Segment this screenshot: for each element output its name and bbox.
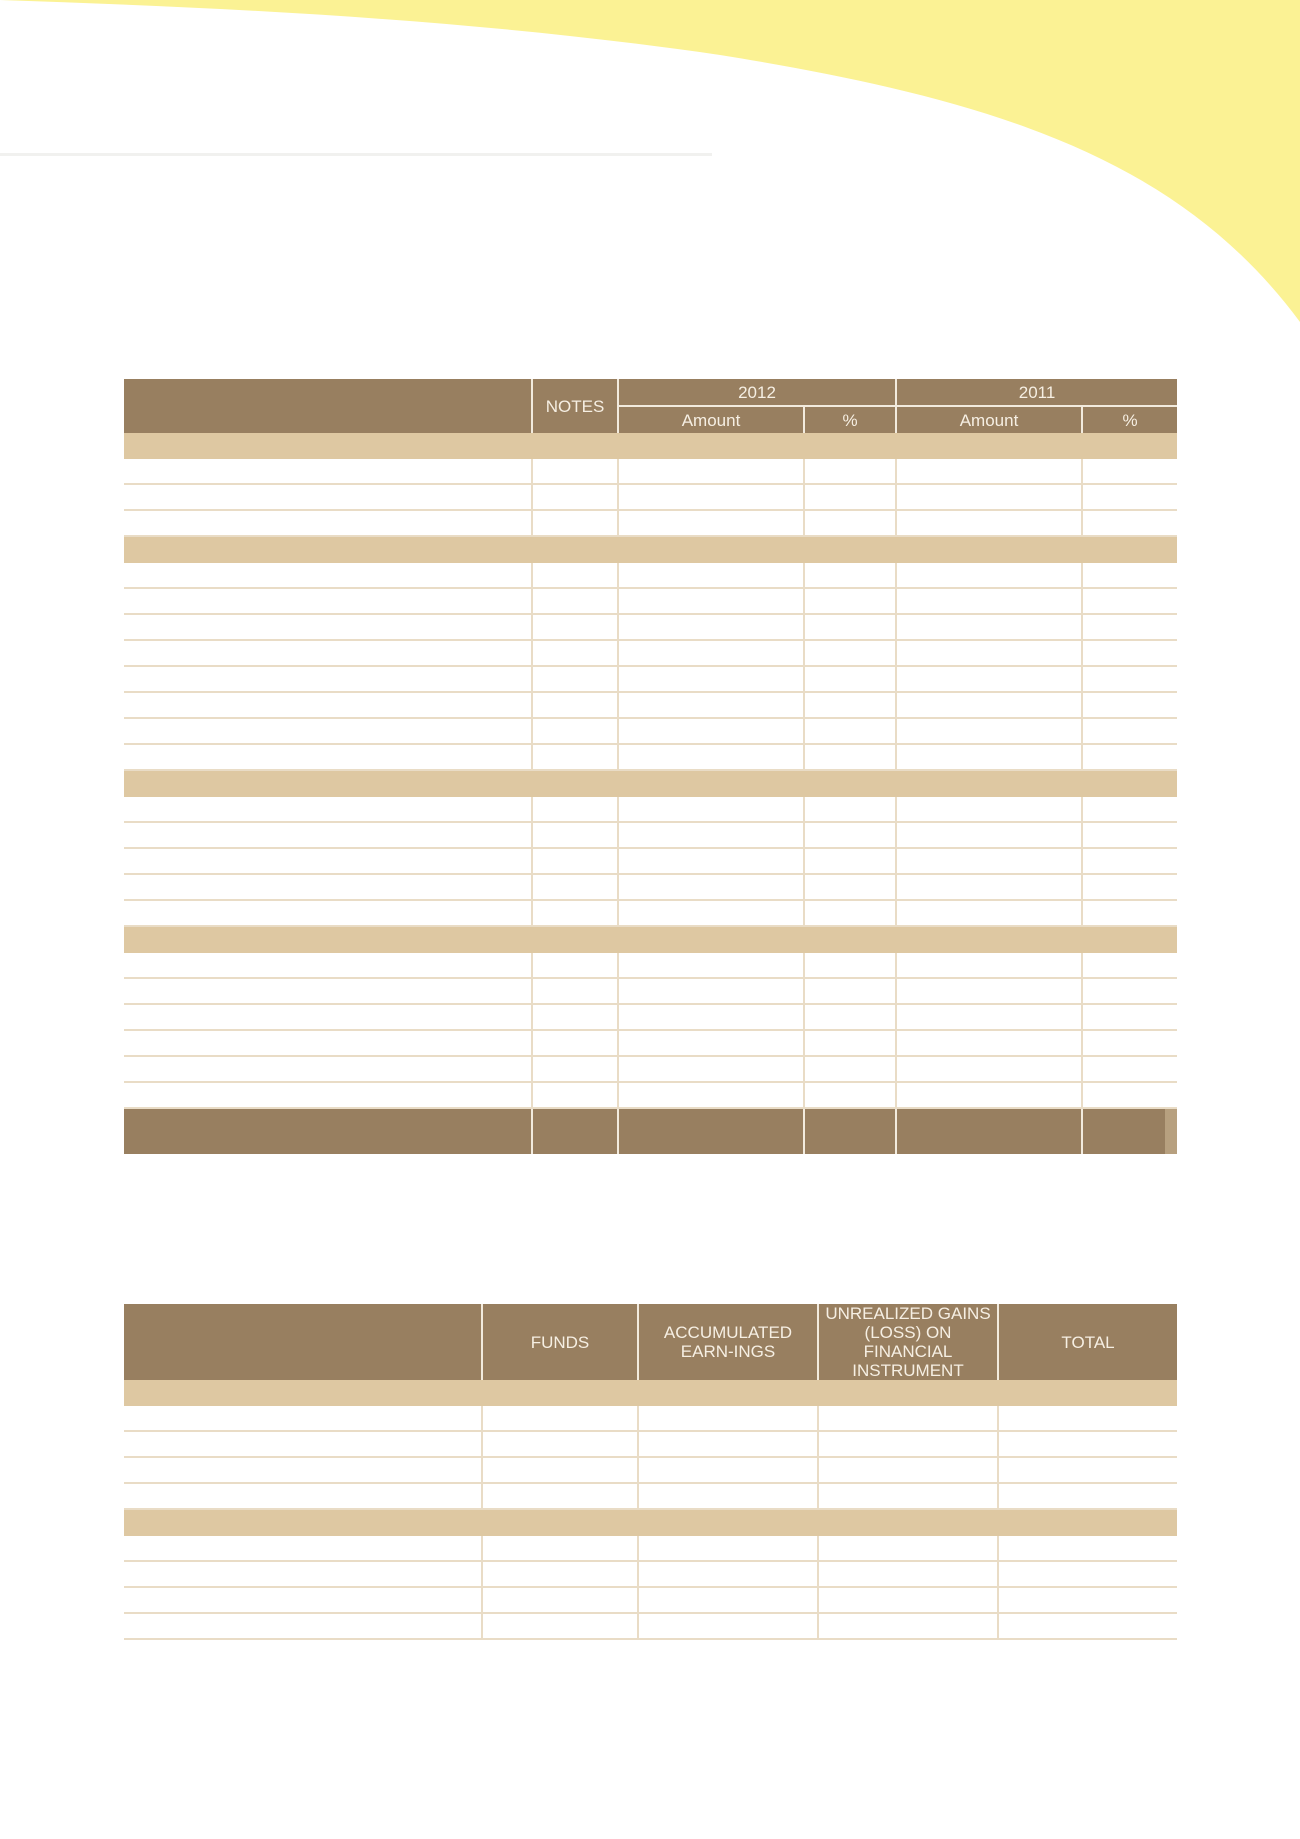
table-cell [1082,1082,1177,1108]
table-cell [124,1536,482,1561]
table-cell [124,692,532,718]
total-row [124,1108,1177,1154]
table-row [124,874,1177,900]
unrealized-gains-header: UNREALIZED GAINS (LOSS) ON FINANCIAL INSTRUMENT [818,1304,998,1380]
table-cell [896,588,1082,614]
table-cell [896,1030,1082,1056]
section-cell [124,536,1177,563]
table-row [124,744,1177,770]
percent-2011-header: % [1082,406,1177,433]
table-cell [1082,900,1177,926]
table-row [124,1431,1177,1457]
table-cell [804,874,896,900]
table-cell [896,614,1082,640]
table-cell [532,510,618,536]
table-row [124,1004,1177,1030]
table-row [124,1406,1177,1431]
income-statement-table [124,379,1177,1154]
table-cell [804,1004,896,1030]
table-cell [532,1030,618,1056]
table-row [124,1561,1177,1587]
table-cell [124,1587,482,1613]
section-cell [124,433,1177,459]
year-2011-header: 2011 [896,379,1177,406]
table-cell [818,1561,998,1587]
table-cell [1082,848,1177,874]
table-cell [618,978,804,1004]
table-cell [818,1483,998,1509]
table-cell [124,666,532,692]
section-row [124,770,1177,797]
table-cell [618,900,804,926]
table-row [124,692,1177,718]
total-cell [532,1108,618,1154]
table-cell [618,744,804,770]
table-cell [1082,588,1177,614]
total-cell [618,1108,804,1154]
table-cell [804,718,896,744]
table-cell [1082,978,1177,1004]
table-cell [618,874,804,900]
total-header: TOTAL [998,1304,1177,1380]
table-cell [1082,744,1177,770]
table-cell [618,797,804,822]
total-cell [124,1108,532,1154]
table-cell [804,640,896,666]
table-cell [896,692,1082,718]
table-cell [532,588,618,614]
table-cell [618,484,804,510]
table-cell [482,1457,638,1483]
table-cell [532,744,618,770]
table-row [124,588,1177,614]
table-cell [1082,797,1177,822]
table-cell [998,1613,1177,1639]
table-cell [618,640,804,666]
table-cell [482,1431,638,1457]
table-row [124,900,1177,926]
equity-changes-table [124,1304,1177,1640]
table-cell [896,484,1082,510]
table-row [124,1483,1177,1509]
table-cell [482,1613,638,1639]
table-cell [618,1082,804,1108]
table-cell [618,666,804,692]
table-cell [124,1561,482,1587]
table-cell [1082,1056,1177,1082]
table-cell [998,1457,1177,1483]
table-cell [482,1587,638,1613]
table-cell [482,1561,638,1587]
table-row [124,978,1177,1004]
table-cell [532,797,618,822]
table-row [124,718,1177,744]
table-cell [804,1082,896,1108]
table-cell [124,822,532,848]
table-cell [124,848,532,874]
table-row [124,1587,1177,1613]
table-cell [618,588,804,614]
section-row [124,1509,1177,1536]
table-cell [896,953,1082,978]
table-cell [804,588,896,614]
percent-2012-header: % [804,406,896,433]
header-decoration [0,0,1300,340]
table-cell [818,1587,998,1613]
table-row [124,640,1177,666]
total-cell [1082,1108,1177,1154]
table-cell [998,1483,1177,1509]
table-cell [1082,1004,1177,1030]
header-rule [0,153,712,156]
table-cell [1082,614,1177,640]
section-row [124,926,1177,953]
table-cell [638,1483,818,1509]
section-cell [124,770,1177,797]
table-cell [618,692,804,718]
total-cell [896,1108,1082,1154]
table-cell [1082,640,1177,666]
table-cell [1082,874,1177,900]
table-cell [124,900,532,926]
table-row [124,563,1177,588]
table-cell [532,640,618,666]
table-cell [532,614,618,640]
table-cell [804,1056,896,1082]
table-cell [124,588,532,614]
table-cell [638,1561,818,1587]
table-cell [124,744,532,770]
table-row [124,1056,1177,1082]
table-cell [532,459,618,484]
table-cell [804,510,896,536]
table-cell [896,900,1082,926]
table-cell [818,1613,998,1639]
table-cell [998,1536,1177,1561]
section-cell [124,1509,1177,1536]
section-cell [124,1380,1177,1406]
table-row [124,484,1177,510]
label-column-header [124,379,532,433]
table-cell [124,1483,482,1509]
table-cell [124,1082,532,1108]
table-cell [618,614,804,640]
table-row [124,848,1177,874]
table-cell [804,1030,896,1056]
table-cell [532,1056,618,1082]
table-cell [804,484,896,510]
table-row [124,1082,1177,1108]
table-cell [618,510,804,536]
table-cell [124,1004,532,1030]
table-cell [532,1004,618,1030]
table-cell [618,822,804,848]
table-row [124,797,1177,822]
table-cell [532,666,618,692]
table-cell [638,1431,818,1457]
table-row [124,614,1177,640]
label-column-header [124,1304,482,1380]
funds-header: FUNDS [482,1304,638,1380]
table-row [124,510,1177,536]
table-cell [638,1406,818,1431]
table-cell [124,1431,482,1457]
table-cell [124,718,532,744]
table-cell [618,563,804,588]
table-cell [124,459,532,484]
table-cell [1082,510,1177,536]
table-cell [618,953,804,978]
table-cell [618,848,804,874]
table-cell [532,953,618,978]
table-cell [532,874,618,900]
amount-2011-header: Amount [896,406,1082,433]
table-cell [804,900,896,926]
table-cell [124,1457,482,1483]
table-cell [896,459,1082,484]
table-cell [896,1082,1082,1108]
table-cell [998,1561,1177,1587]
table-cell [618,459,804,484]
table-cell [1082,484,1177,510]
table-cell [896,718,1082,744]
total-cell [804,1108,896,1154]
table-cell [124,953,532,978]
table-cell [124,1030,532,1056]
table-cell [124,1613,482,1639]
table-cell [532,563,618,588]
table-row [124,953,1177,978]
table-cell [896,874,1082,900]
equity-table-body [124,1380,1177,1639]
table-cell [804,459,896,484]
table-cell [638,1457,818,1483]
table-cell [532,900,618,926]
table-cell [618,1004,804,1030]
table-cell [804,614,896,640]
table-cell [998,1406,1177,1431]
table-cell [1082,459,1177,484]
table-cell [532,822,618,848]
table-cell [124,1056,532,1082]
table-cell [804,978,896,1004]
income-table-body [124,433,1177,1154]
table-cell [804,953,896,978]
table-cell [804,848,896,874]
table-cell [896,978,1082,1004]
table-cell [804,666,896,692]
table-cell [482,1483,638,1509]
table-cell [124,978,532,1004]
table-cell [896,1056,1082,1082]
table-row [124,1457,1177,1483]
table-row [124,822,1177,848]
table-cell [818,1457,998,1483]
table-cell [124,640,532,666]
table-cell [804,563,896,588]
table-cell [818,1406,998,1431]
yellow-swoosh [0,0,1300,322]
table-cell [638,1587,818,1613]
table-cell [804,744,896,770]
table-cell [804,822,896,848]
table-cell [896,1004,1082,1030]
accumulated-earnings-header: ACCUMULATED EARN-INGS [638,1304,818,1380]
table-row [124,459,1177,484]
table-cell [1082,953,1177,978]
table-row [124,1536,1177,1561]
section-row [124,433,1177,459]
amount-2012-header: Amount [618,406,804,433]
table-cell [804,692,896,718]
table-cell [896,848,1082,874]
table-cell [482,1406,638,1431]
table-cell [532,484,618,510]
table-cell [896,822,1082,848]
table-cell [124,563,532,588]
table-cell [618,1030,804,1056]
table-cell [896,666,1082,692]
table-cell [532,692,618,718]
table-cell [482,1536,638,1561]
table-cell [124,484,532,510]
table-cell [818,1536,998,1561]
table-cell [998,1431,1177,1457]
table-cell [818,1431,998,1457]
table-row [124,1613,1177,1639]
table-row [124,1030,1177,1056]
table-cell [638,1613,818,1639]
table-cell [618,1056,804,1082]
table-cell [124,797,532,822]
table-cell [1082,1030,1177,1056]
total-edge-marker [1165,1109,1177,1154]
section-row [124,1380,1177,1406]
table-cell [618,718,804,744]
table-row [124,666,1177,692]
table-cell [896,797,1082,822]
notes-header: NOTES [532,379,618,433]
table-cell [896,510,1082,536]
table-cell [124,510,532,536]
year-2012-header: 2012 [618,379,896,406]
table-cell [1082,822,1177,848]
table-cell [1082,718,1177,744]
table-cell [638,1536,818,1561]
table-cell [532,1082,618,1108]
table-cell [896,563,1082,588]
table-cell [532,978,618,1004]
table-cell [1082,666,1177,692]
table-cell [124,1406,482,1431]
table-cell [1082,563,1177,588]
table-cell [1082,692,1177,718]
section-row [124,536,1177,563]
table-cell [124,614,532,640]
table-cell [124,874,532,900]
table-cell [532,718,618,744]
table-cell [998,1587,1177,1613]
section-cell [124,926,1177,953]
table-cell [896,744,1082,770]
table-cell [896,640,1082,666]
table-cell [532,848,618,874]
table-cell [804,797,896,822]
